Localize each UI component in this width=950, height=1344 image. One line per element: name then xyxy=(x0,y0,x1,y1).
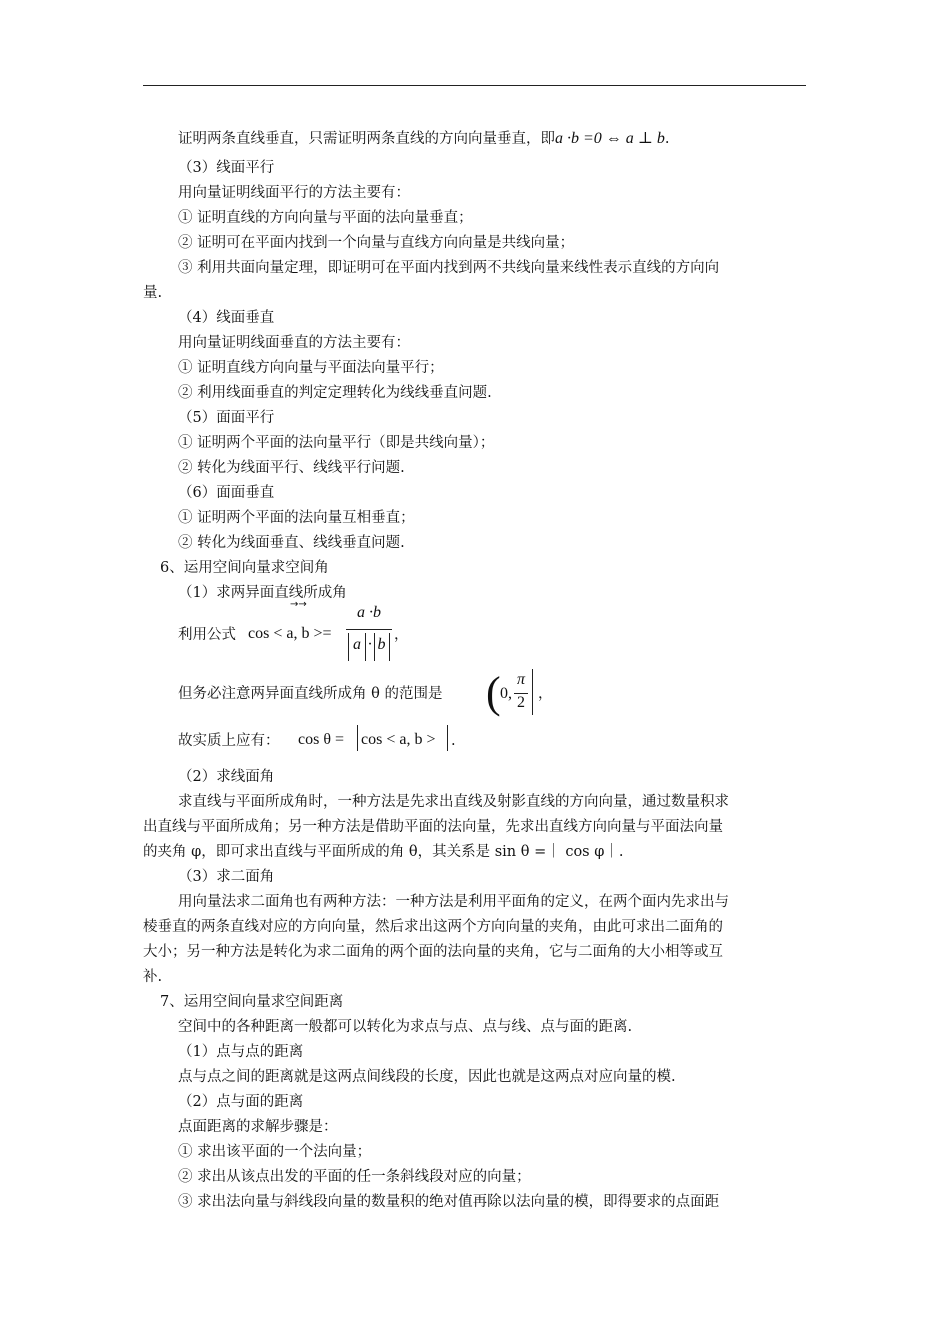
formula-denominator-a: a xyxy=(353,636,361,653)
subheading: （4）线面垂直 xyxy=(178,310,275,326)
text-line: 大小；另一种方法是转化为求二面角的两个面的法向量的夹角，它与二面角的大小相等或互 xyxy=(143,944,723,960)
subheading: （1）点与点的距离 xyxy=(178,1044,304,1060)
list-item: ② 转化为线面平行、线线平行问题. xyxy=(178,460,405,476)
list-item: ① 证明两个平面的法向量互相垂直； xyxy=(178,510,415,526)
list-item: ① 证明直线方向向量与平面法向量平行； xyxy=(178,360,444,376)
formula-numerator: a ·b xyxy=(357,604,381,621)
text-line: 用向量法求二面角也有两种方法：一种方法是利用平面角的定义，在两个面内先求出与 xyxy=(178,894,729,910)
text-span: 证明两条直线垂直，只需证明两条直线的方向向量垂直，即 xyxy=(178,131,555,147)
text-line: 点与点之间的距离就是这两点间线段的长度，因此也就是这两点对应向量的模. xyxy=(178,1069,676,1085)
section-heading: 7、运用空间向量求空间距离 xyxy=(160,994,344,1010)
section-heading: 6、运用空间向量求空间角 xyxy=(160,560,329,576)
subheading: （5）面面平行 xyxy=(178,410,275,426)
text-line: 求直线与平面所成角时，一种方法是先求出直线及射影直线的方向向量，通过数量积求 xyxy=(178,794,729,810)
text-line xyxy=(178,129,669,149)
subheading: （3）求二面角 xyxy=(178,869,275,885)
abs-bar xyxy=(348,633,349,661)
text-span: ， xyxy=(538,686,553,702)
subheading: （2）点与面的距离 xyxy=(178,1094,304,1110)
perpendicular-formula: a ·b =0 ⇔ a ⊥ b xyxy=(555,130,665,147)
pi-numerator: π xyxy=(516,671,525,688)
text-line: 出直线与平面所成角；另一种方法是借助平面的法向量，先求出直线方向向量与平面法向量 xyxy=(143,819,723,835)
list-item: ① 求出该平面的一个法向量； xyxy=(178,1144,372,1160)
text-line: 点面距离的求解步骤是： xyxy=(178,1119,338,1135)
subheading: （2）求线面角 xyxy=(178,769,275,785)
formula-denominator-b: b xyxy=(377,636,386,653)
list-item: ② 利用线面垂直的判定定理转化为线线垂直问题. xyxy=(178,385,492,401)
list-item: ② 转化为线面垂直、线线垂直问题. xyxy=(178,535,405,551)
abs-bar xyxy=(357,725,358,751)
header-rule xyxy=(143,85,806,86)
text-span: ， xyxy=(394,627,409,643)
cos-angle-abs: cos < a, b > xyxy=(361,731,436,748)
list-item: ① 证明两个平面的法向量平行（即是共线向量）； xyxy=(178,435,495,451)
text-line: 故实质上应有： xyxy=(178,733,280,749)
text-line: 空间中的各种距离一般都可以转化为求点与点、点与线、点与面的距离. xyxy=(178,1019,633,1035)
text-line: 的夹角 φ，即可求出直线与平面所成的角 θ，其关系是 sin θ =｜ cos φ｜. xyxy=(143,844,624,860)
list-item: ② 证明可在平面内找到一个向量与直线方向向量是共线向量； xyxy=(178,235,575,251)
abs-bar xyxy=(389,633,390,661)
text-line: 棱垂直的两条直线对应的方向向量，然后求出这两个方向向量的夹角，由此可求出二面角的 xyxy=(143,919,723,935)
interval-zero: 0, xyxy=(500,685,512,702)
text-line: 用向量证明线面平行的方法主要有： xyxy=(178,185,410,201)
interval-paren: ( xyxy=(486,668,501,717)
fraction-bar xyxy=(346,629,392,630)
text-line: 量. xyxy=(143,285,163,301)
text-line: 用向量证明线面垂直的方法主要有： xyxy=(178,335,410,351)
two-denominator: 2 xyxy=(517,694,525,711)
text-line: 但务必注意两异面直线所成角 θ 的范围是 xyxy=(178,686,443,702)
text-line: 利用公式 xyxy=(178,627,236,643)
formula-denominator-dot: · xyxy=(367,636,373,653)
cosine-formula-left: cos < a, b >= xyxy=(248,625,332,642)
text-line: 补. xyxy=(143,969,163,985)
list-item: ① 证明直线的方向向量与平面的法向量垂直； xyxy=(178,210,473,226)
subheading: （6）面面垂直 xyxy=(178,485,275,501)
cos-theta: cos θ = xyxy=(298,731,345,748)
text-span: . xyxy=(664,131,670,147)
interval-bracket xyxy=(532,669,533,715)
list-item: ③ 求出法向量与斜线段向量的数量积的绝对值再除以法向量的模，即得要求的点面距 xyxy=(178,1194,720,1210)
vector-arrow-icon: →→ xyxy=(290,599,307,610)
abs-bar xyxy=(447,725,448,751)
subheading: （3）线面平行 xyxy=(178,160,275,176)
list-item: ③ 利用共面向量定理，即证明可在平面内找到两不共线向量来线性表示直线的方向向 xyxy=(178,260,720,276)
subheading: （1）求两异面直线所成角 xyxy=(178,585,347,601)
text-span: . xyxy=(451,733,456,749)
list-item: ② 求出从该点出发的平面的任一条斜线段对应的向量； xyxy=(178,1169,531,1185)
